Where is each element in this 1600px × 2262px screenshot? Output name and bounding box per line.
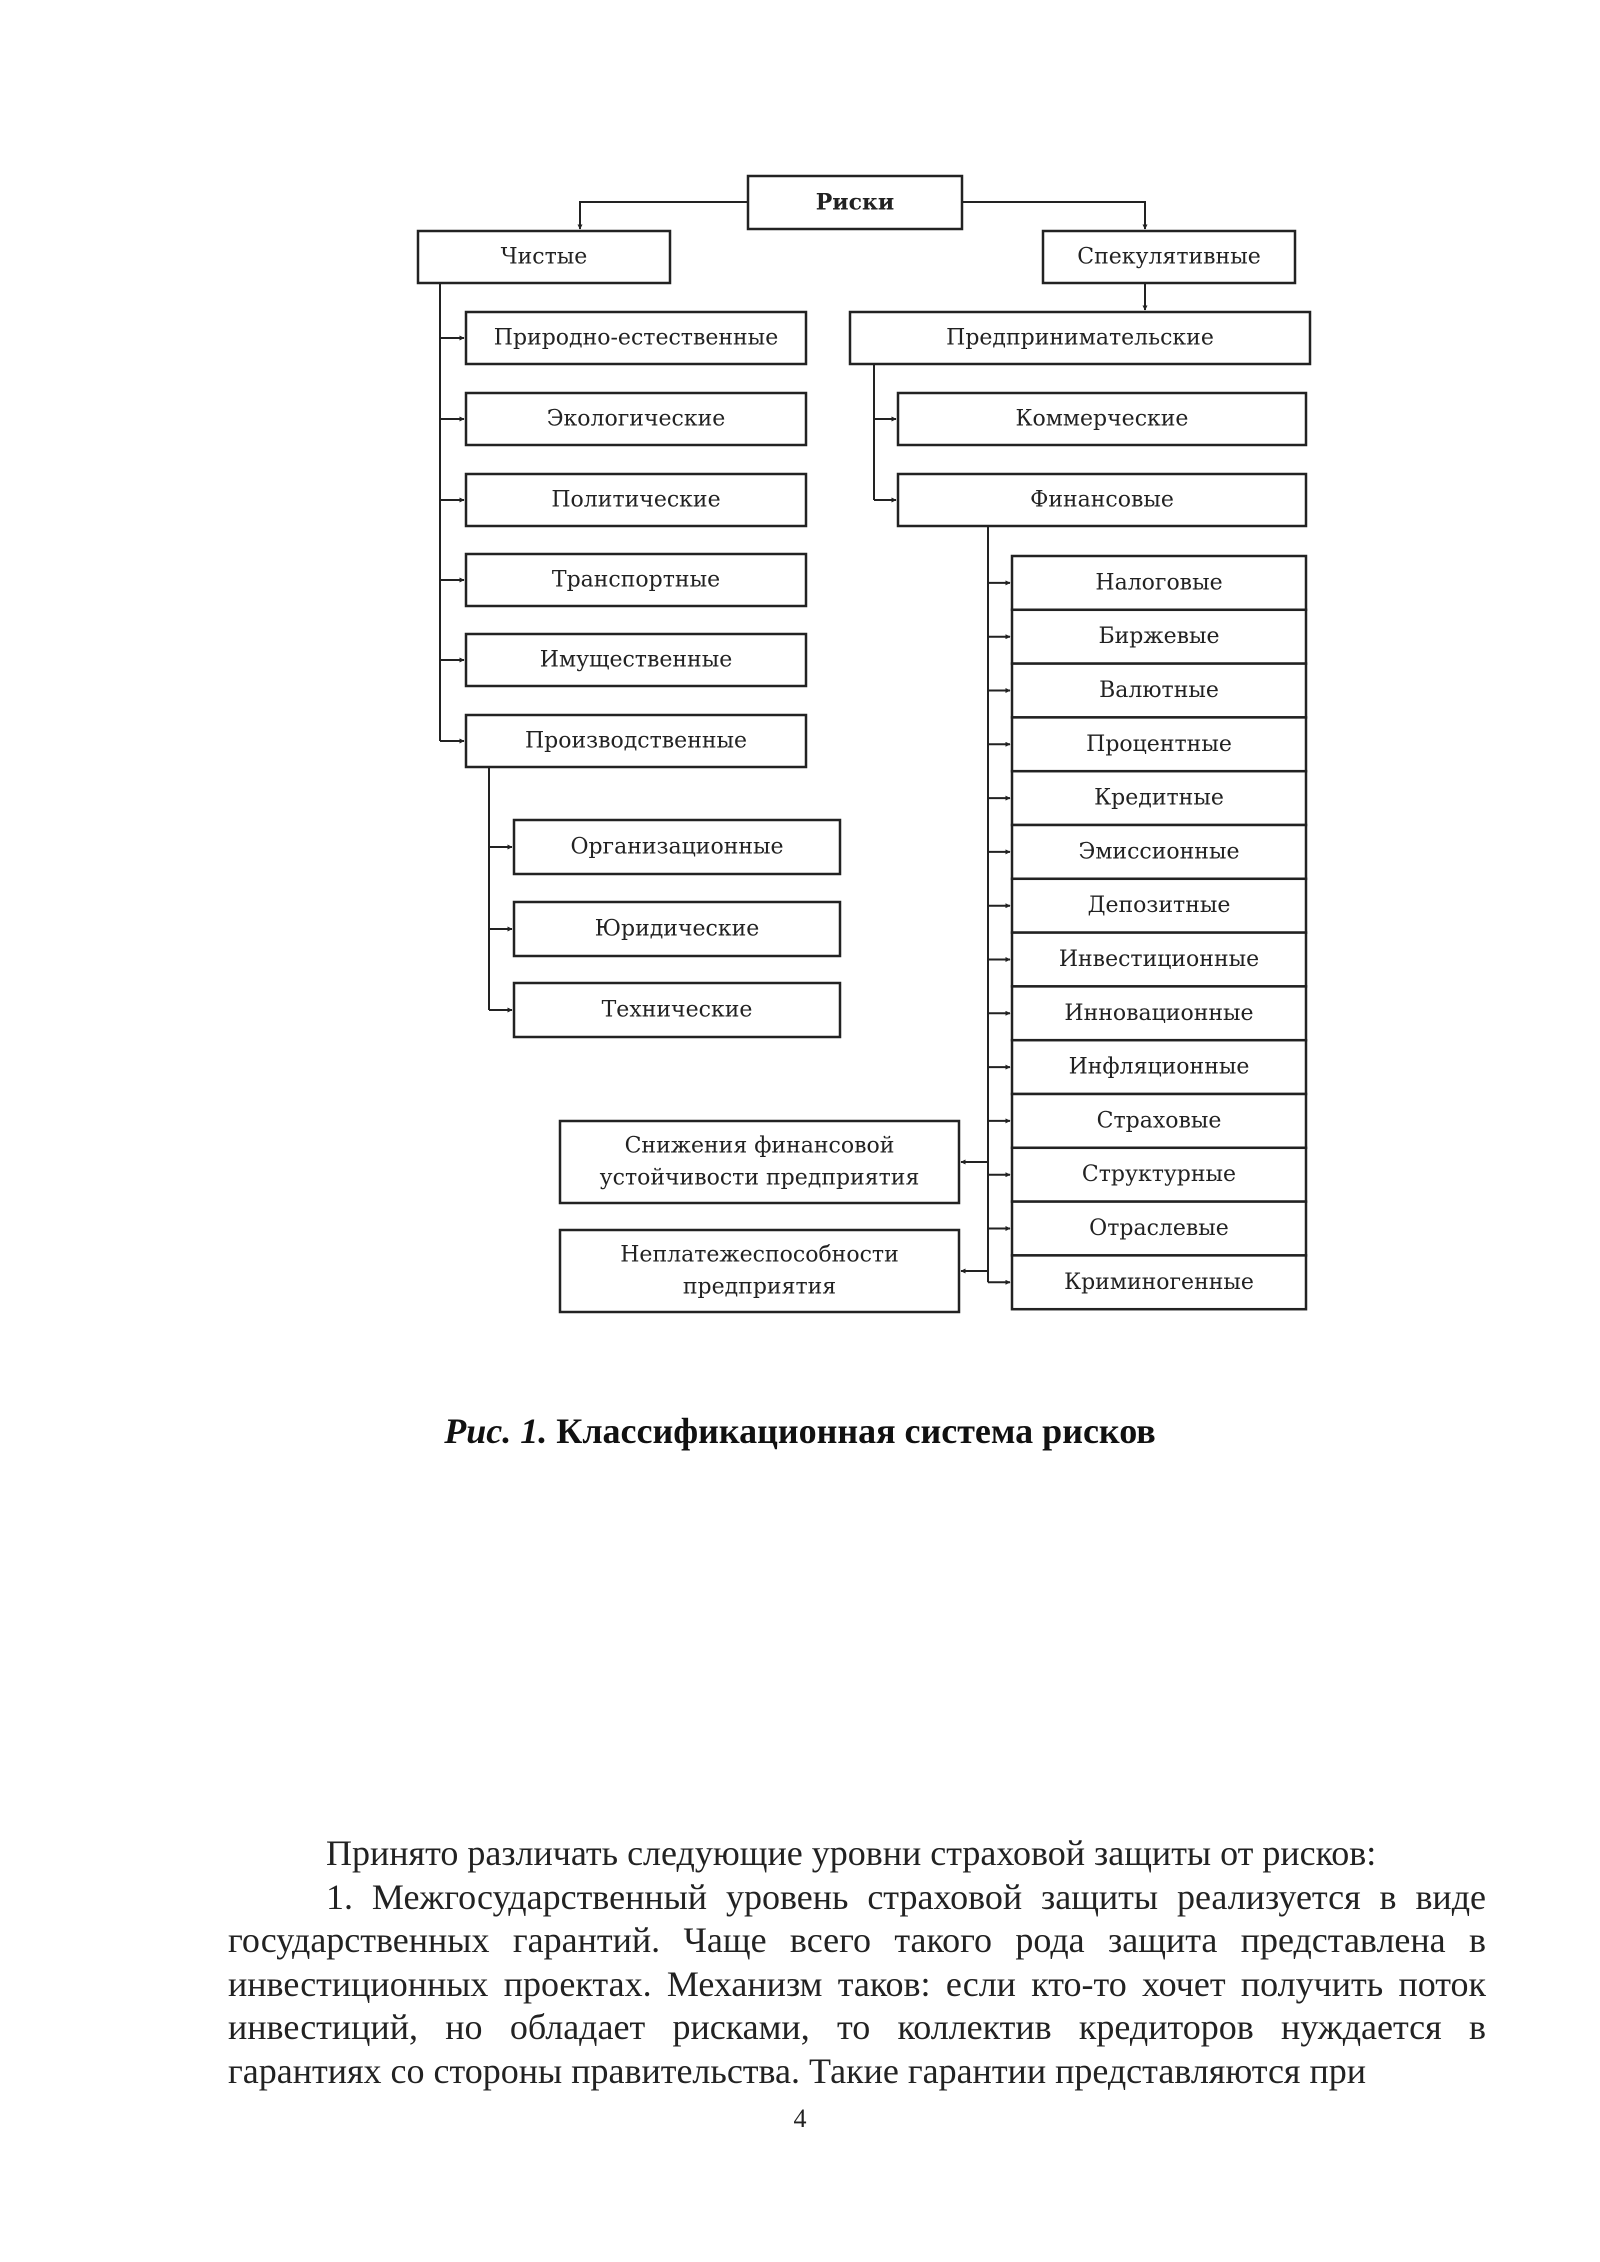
consequence-box-label: Снижения финансовой <box>624 1133 895 1159</box>
consequence-box <box>560 1121 959 1203</box>
pure-child-box-label: Политические <box>551 487 721 513</box>
production-child-box <box>514 820 840 874</box>
financial-child-box <box>1012 610 1306 664</box>
consequence-box <box>560 1230 959 1312</box>
paragraph: 1. Межгосударственный уровень страховой защиты реализуется в виде государственных гарантий. Чаще всего такого рода защита представлена в инвестиционных проектах. Механизм таков: если кто-то хочет получить поток инвестиций, но обладает рисками, то коллектив кредиторов нуждается в гарантиях со стороны правительства. Такие гарантии представляются при <box>228 1876 1486 2091</box>
production-child-box-label: Юридические <box>594 916 760 942</box>
speculative-risks-box <box>1043 231 1295 283</box>
financial-child-box-label: Отраслевые <box>1089 1216 1229 1241</box>
connector-root-pure <box>580 202 748 229</box>
financial-child-box-label: Валютные <box>1099 678 1219 703</box>
financial-child-box-label: Депозитные <box>1087 893 1231 919</box>
pure-risks-box-label: Чистые <box>500 244 588 270</box>
commercial-box <box>898 393 1306 445</box>
pure-child-box <box>466 474 806 526</box>
financial-child-box-label: Структурные <box>1081 1162 1237 1188</box>
financial-child-box <box>1012 664 1306 718</box>
pure-child-box-label: Природно-естественные <box>493 325 779 351</box>
financial-child-box <box>1012 825 1306 879</box>
financial-child-box-label: Криминогенные <box>1064 1269 1254 1295</box>
financial-child-box <box>1012 556 1306 610</box>
paragraph: Принято различать следующие уровни страховой защиты от рисков: <box>326 1833 1377 1873</box>
pure-child-box <box>466 312 806 364</box>
financial-child-box <box>1012 771 1306 825</box>
entrepreneurial-box-label: Предпринимательские <box>946 325 1214 351</box>
pure-child-box <box>466 634 806 686</box>
pure-child-box-label: Имущественные <box>539 647 733 673</box>
financial-child-box-label: Инновационные <box>1064 1000 1254 1026</box>
financial-child-box-label: Инвестиционные <box>1058 947 1260 972</box>
financial-child-box <box>1012 1202 1306 1256</box>
financial-child-box <box>1012 1094 1306 1148</box>
connector-root-speculative <box>962 202 1145 229</box>
financial-child-box-label: Страховые <box>1096 1108 1222 1134</box>
financial-child-box <box>1012 879 1306 933</box>
financial-child-box <box>1012 1148 1306 1202</box>
pure-child-box <box>466 715 806 767</box>
caption-text: Классификационная система рисков <box>556 1411 1156 1451</box>
commercial-box-label: Коммерческие <box>1015 406 1189 432</box>
figure-caption <box>0 1410 1600 1452</box>
consequence-box-label: устойчивости предприятия <box>599 1165 920 1191</box>
pure-child-box-label: Экологические <box>546 406 726 432</box>
root-box <box>748 176 962 229</box>
body-text <box>228 1832 1486 2094</box>
financial-box-label: Финансовые <box>1030 487 1174 513</box>
consequence-box-label: Неплатежеспособности <box>620 1242 899 1268</box>
production-child-box-label: Технические <box>601 997 753 1023</box>
entrepreneurial-box <box>850 312 1310 364</box>
pure-risks-box <box>418 231 670 283</box>
production-child-box-label: Организационные <box>570 834 784 860</box>
financial-child-box-label: Налоговые <box>1095 570 1223 596</box>
financial-child-box-label: Эмиссионные <box>1078 839 1240 865</box>
speculative-risks-box-label: Спекулятивные <box>1077 244 1261 270</box>
pure-child-box-label: Транспортные <box>551 567 721 593</box>
pure-child-box <box>466 554 806 606</box>
root-box-label: Риски <box>815 189 895 216</box>
financial-box <box>898 474 1306 526</box>
production-child-box <box>514 902 840 956</box>
financial-child-box <box>1012 986 1306 1040</box>
pure-child-box <box>466 393 806 445</box>
financial-child-box <box>1012 717 1306 771</box>
financial-child-box-label: Инфляционные <box>1068 1054 1250 1080</box>
production-child-box <box>514 983 840 1037</box>
pure-child-box-label: Производственные <box>524 728 748 754</box>
financial-child-box-label: Кредитные <box>1094 785 1224 811</box>
financial-child-box <box>1012 933 1306 987</box>
financial-child-box <box>1012 1040 1306 1094</box>
page-number: 4 <box>793 2104 807 2133</box>
financial-child-box <box>1012 1255 1306 1309</box>
caption-label: Рис. 1. <box>444 1411 548 1451</box>
consequence-box-label: предприятия <box>682 1274 837 1300</box>
financial-child-box-label: Процентные <box>1086 731 1232 757</box>
financial-child-box-label: Биржевые <box>1098 624 1220 650</box>
